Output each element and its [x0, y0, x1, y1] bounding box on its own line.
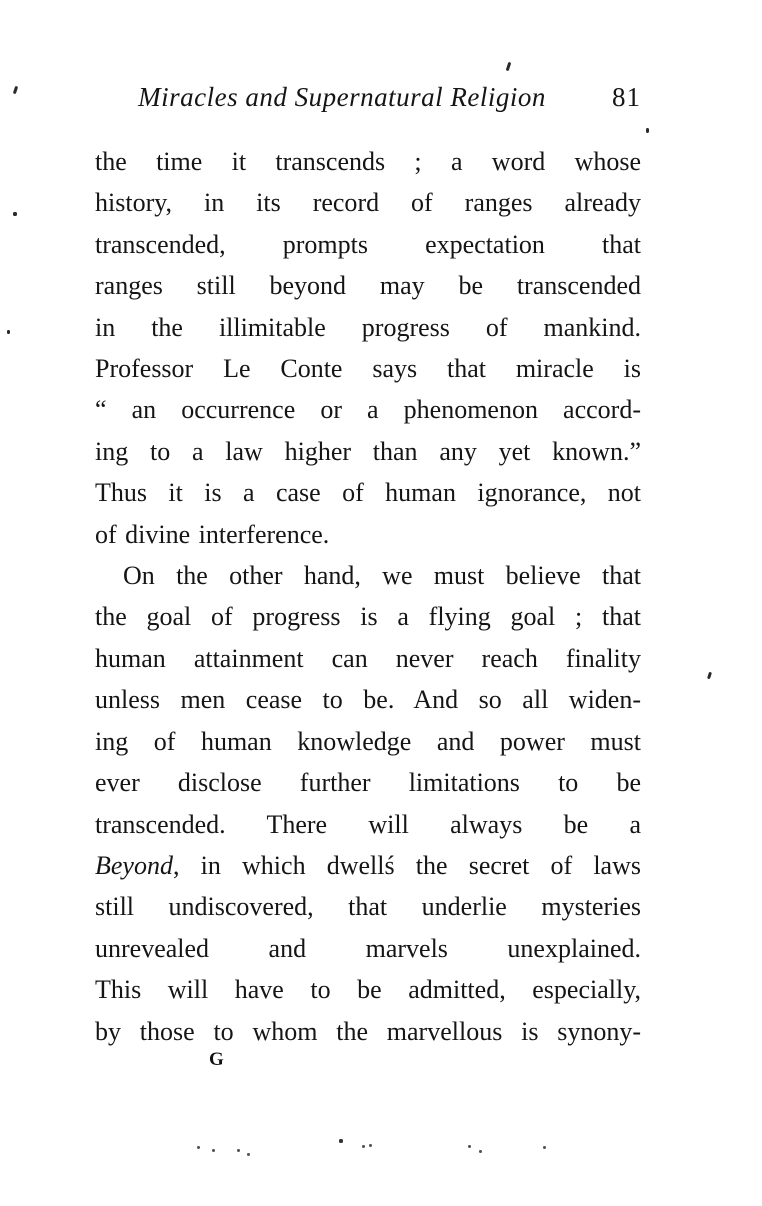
text-line: history, in its record of ranges already: [95, 188, 641, 218]
scan-artifact: [506, 62, 512, 71]
text-line: human attainment can never reach finality: [95, 643, 641, 673]
running-header-title: Miracles and Supernatural Religion: [138, 82, 546, 112]
scan-artifact: [339, 1139, 343, 1143]
text-line: unrevealed and marvels unexplained.: [95, 933, 641, 963]
text-line: [95, 845, 641, 886]
text-line: ever disclose further limitations to be: [95, 768, 641, 798]
beyond-rest: , in which dwellś the secret of laws: [172, 850, 641, 880]
text-line: transcended. There will always be a: [95, 809, 641, 839]
text-line: by those to whom the marvellous is synony-: [95, 1016, 641, 1046]
scan-artifact: [479, 1150, 482, 1153]
text-line: “ an occurrence or a phenomenon accord-: [95, 395, 641, 425]
scan-artifact: [13, 212, 17, 216]
scan-artifact: [247, 1153, 250, 1156]
beyond-italic: Beyond: [95, 850, 173, 880]
page-number: 81: [612, 82, 641, 112]
page-body: [95, 141, 641, 1052]
scan-artifact: [212, 1149, 215, 1152]
scan-artifact: [646, 128, 649, 133]
text-line: Thus it is a case of human ignorance, not: [95, 478, 641, 508]
scan-artifact: [707, 672, 712, 680]
printer-signature-mark: G: [209, 1049, 224, 1070]
text-line: still undiscovered, that underlie mysteries: [95, 892, 641, 922]
scan-artifact: [369, 1144, 372, 1147]
text-line: of divine interference.: [95, 519, 330, 549]
scan-artifact: [7, 330, 10, 334]
scan-artifact: [237, 1149, 240, 1152]
scan-artifact: [362, 1145, 365, 1148]
running-header: [95, 80, 641, 114]
scan-artifact: [468, 1145, 471, 1148]
text-line: Professor Le Conte says that miracle is: [95, 354, 641, 384]
scan-artifact: [13, 86, 18, 95]
text-line: the time it transcends ; a word whose: [95, 147, 641, 176]
text-line: ing of human knowledge and power must: [95, 726, 641, 756]
scan-artifact: [543, 1146, 546, 1149]
text-line: the goal of progress is a flying goal ; that: [95, 602, 641, 632]
text-line: in the illimitable progress of mankind.: [95, 312, 641, 342]
text-line: unless men cease to be. And so all widen-: [95, 685, 641, 715]
text-line: transcended, prompts expectation that: [95, 229, 641, 259]
text-line: This will have to be admitted, especially,: [95, 975, 641, 1005]
scan-artifact: [197, 1146, 200, 1149]
text-line: ing to a law higher than any yet known.”: [95, 436, 641, 466]
text-line: On the other hand, we must believe that: [123, 561, 641, 591]
text-line: ranges still beyond may be transcended: [95, 271, 641, 301]
